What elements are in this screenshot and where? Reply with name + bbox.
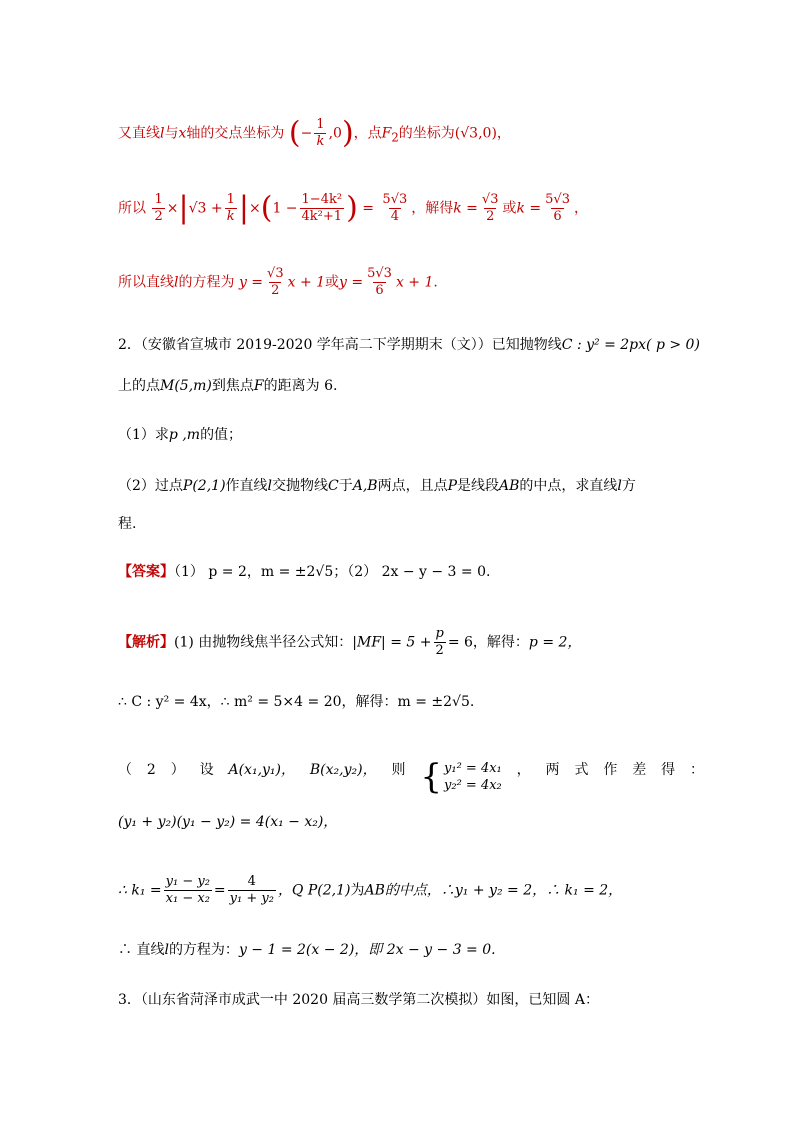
expr: B(x₂,y₂)，	[309, 762, 377, 778]
answer-label: 【答案】	[118, 564, 174, 580]
question-3-stem	[118, 990, 704, 1010]
text: 3．（山东省菏泽市成武一中 2020 届高三数学第二次模拟）如图，已知圆 A：	[118, 992, 599, 1008]
expr: C : y² = 2px( p > 0)	[561, 337, 700, 353]
text: 轴的交点坐标为	[186, 125, 285, 142]
expr: y =	[339, 274, 364, 291]
den: 4k²+1	[301, 209, 343, 224]
expr: P(2,1)	[182, 478, 226, 494]
text: 所以直线	[118, 274, 174, 291]
sys-row: y₂² = 4x₂	[444, 778, 502, 793]
var: P	[447, 478, 458, 494]
text: 或	[502, 200, 517, 217]
var: l	[267, 478, 273, 494]
den: 4	[390, 209, 399, 224]
text: ，点	[353, 125, 382, 142]
paren: )	[341, 115, 354, 151]
den: 6	[553, 209, 562, 224]
den: x₁ − x₂	[165, 891, 210, 906]
equals: =	[362, 200, 374, 217]
paren: (	[288, 115, 301, 151]
text: 2．（安徽省宣城市 2019-2020 学年高二下学期期末（文））已知抛物线	[118, 337, 562, 353]
text: 差	[632, 762, 647, 778]
expr: k =	[453, 200, 478, 217]
num: 1	[316, 117, 325, 132]
analysis-label: 【解析】	[118, 634, 174, 651]
question-2-stem	[118, 335, 704, 355]
text: 交抛物线	[272, 478, 329, 494]
expr: 的中点，∴y₁ + y₂ = 2，∴ k₁ = 2，	[384, 882, 623, 899]
var: AB	[499, 478, 520, 494]
text: 与	[164, 125, 179, 142]
var: A,B	[352, 478, 378, 494]
fraction-slope2	[365, 266, 394, 299]
den: 2	[486, 209, 495, 224]
text: 到焦点	[211, 378, 254, 394]
expr: y − 1 = 2(x − 2)，即 2x − y − 3 = 0.	[238, 942, 496, 958]
subscript: 2	[391, 130, 399, 145]
line-area-equation	[118, 192, 704, 225]
var-l: l	[160, 125, 165, 142]
text: ）	[170, 762, 185, 778]
num: 1−4k²	[301, 192, 343, 207]
den: k	[226, 209, 235, 224]
text: 方	[621, 478, 636, 494]
text: 2	[146, 762, 156, 778]
num: √3	[267, 266, 284, 281]
var: C	[328, 478, 339, 494]
answer-line	[118, 562, 704, 582]
expr: x + 1	[287, 274, 326, 291]
text: 作	[603, 762, 618, 778]
text: 所以	[118, 200, 146, 217]
num: 5√3	[545, 192, 570, 207]
times: ×	[166, 200, 179, 217]
den: k	[316, 134, 325, 149]
text: 的坐标为	[398, 125, 455, 142]
text: 上的点	[118, 378, 160, 394]
fraction-distance	[300, 192, 345, 225]
text: 式	[574, 762, 589, 778]
text: ,0	[328, 125, 342, 142]
paren: (	[260, 190, 273, 226]
text: ，	[496, 125, 511, 142]
question-2-part-2-cont	[118, 514, 704, 534]
question-2-part-1	[118, 425, 704, 445]
text: 设	[199, 762, 214, 778]
sys-row: y₁² = 4x₁	[444, 761, 502, 776]
text: (1) 由抛物线焦半径公式知：	[174, 634, 353, 651]
var-l: l	[174, 274, 179, 291]
text: ∴ C : y² = 4x，∴ m² = 5×4 = 20，解得：m = ±2√5.	[118, 694, 475, 710]
expr: p ,m	[168, 427, 201, 443]
text: （	[118, 762, 132, 778]
expr: ，Q P(2,1)	[277, 882, 351, 899]
var-F: F	[381, 125, 392, 142]
question-2-part-2	[118, 476, 704, 496]
expr: x + 1	[395, 274, 434, 291]
expr: ∴ k₁ =	[118, 882, 162, 899]
expr: p = 2，	[528, 634, 582, 651]
text: 两	[545, 762, 560, 778]
var: l	[164, 942, 169, 958]
fraction-slope1	[265, 266, 286, 299]
var-F: F	[253, 378, 264, 394]
text: √3 +	[188, 200, 223, 217]
line-equations	[118, 266, 704, 299]
text: .	[433, 274, 438, 291]
fraction-slope-val	[228, 874, 276, 907]
text: （1）求	[118, 427, 169, 443]
text: 得	[661, 762, 676, 778]
num: 5√3	[367, 266, 392, 281]
expr: k =	[516, 200, 542, 217]
text: = 6，解得：	[447, 634, 529, 651]
text: ，解得	[411, 200, 454, 217]
analysis-line-2	[118, 692, 704, 712]
fraction-1-over-k	[225, 192, 237, 225]
line-intersection	[118, 117, 704, 150]
den: y₁ + y₂	[229, 891, 274, 906]
num: y₁ − y₂	[165, 874, 210, 889]
expr: |MF| = 5 +	[352, 634, 432, 651]
num: 4	[247, 874, 256, 889]
fraction-half	[152, 192, 164, 225]
analysis-line-4	[118, 812, 704, 832]
text: 于	[338, 478, 353, 494]
den: 2	[154, 209, 163, 224]
times: ×	[248, 200, 261, 217]
expr: M(5,m)	[160, 378, 212, 394]
var: l	[617, 478, 622, 494]
expr: (y₁ + y₂)(y₁ − y₂) = 4(x₁ − x₂)，	[118, 814, 338, 830]
den: 6	[375, 283, 384, 298]
text: ∴ 直线	[118, 942, 165, 958]
fraction-k1	[480, 192, 501, 225]
abs-bar: |	[238, 190, 249, 226]
paren: )	[346, 190, 358, 226]
var-x: x	[178, 125, 187, 142]
analysis-line-5	[118, 874, 704, 907]
point: (√3,0)	[454, 125, 497, 142]
equation-system: { y₁² = 4x₁ y₂² = 4x₂	[420, 757, 502, 797]
text: 是线段	[457, 478, 500, 494]
text: ，	[573, 200, 588, 217]
text: 的方程为：	[168, 942, 239, 958]
num: 1	[154, 192, 163, 207]
question-2-stem-cont	[118, 376, 704, 396]
text: 的距离为 6.	[263, 378, 338, 394]
equals: =	[213, 882, 226, 899]
text: 作直线	[225, 478, 268, 494]
answer-text: （1） p = 2，m = ±2√5；（2） 2x − y − 3 = 0.	[174, 564, 491, 580]
den: 2	[271, 283, 280, 298]
fraction-p-over-2	[433, 626, 445, 659]
text: 又直线	[118, 125, 160, 142]
text: 1 −	[272, 200, 298, 217]
text: 的方程为	[178, 274, 235, 291]
text: （2）过点	[118, 478, 183, 494]
analysis-line-3	[118, 757, 704, 797]
num: √3	[481, 192, 499, 207]
fraction-slope-def	[164, 874, 212, 907]
abs-bar: |	[178, 190, 189, 226]
num: 1	[226, 192, 235, 207]
var: AB	[364, 882, 385, 899]
fraction-k2	[543, 192, 572, 225]
expr: A(x₁,y₁)，	[228, 762, 295, 778]
text: 的中点，求直线	[519, 478, 618, 494]
den: 2	[435, 643, 444, 658]
text: 或	[325, 274, 340, 291]
analysis-line-1	[118, 626, 704, 659]
fraction-1-over-k	[314, 117, 326, 150]
text: ：	[690, 762, 704, 778]
text: 程.	[118, 516, 137, 532]
text: 两点，且点	[377, 478, 448, 494]
minus: −	[300, 125, 313, 142]
text: 则	[391, 762, 406, 778]
expr: y =	[238, 274, 264, 291]
fraction-area	[380, 192, 409, 225]
text: ，	[516, 762, 531, 778]
text: 为	[350, 882, 365, 899]
num: p	[435, 626, 444, 641]
text: 的值；	[200, 427, 243, 443]
analysis-line-6	[118, 940, 704, 960]
num: 5√3	[382, 192, 408, 207]
